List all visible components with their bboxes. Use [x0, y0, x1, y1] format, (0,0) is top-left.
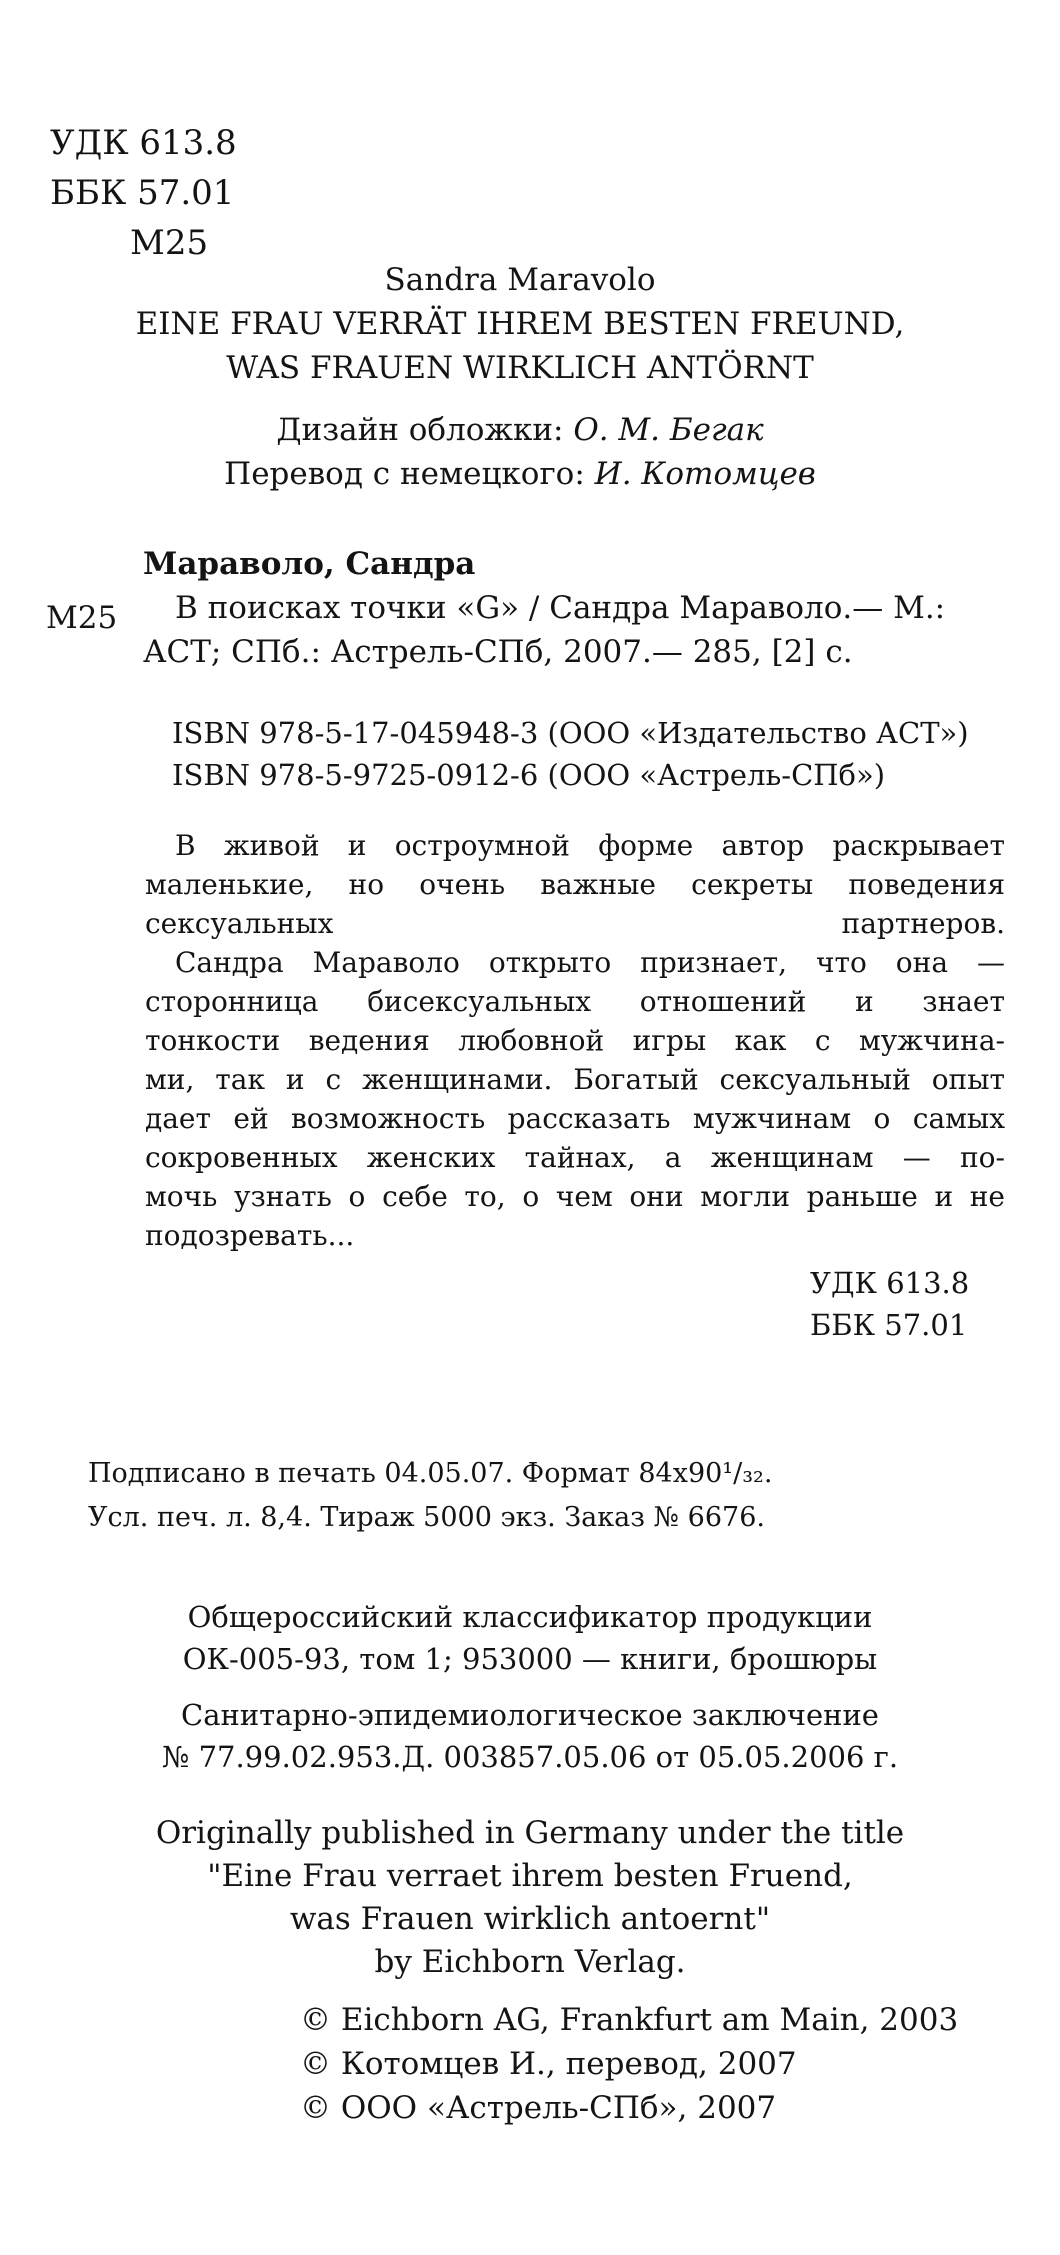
original-title-block	[60, 258, 980, 390]
sanitary-line1: Санитарно-эпидемиологическое заключение	[181, 1698, 879, 1732]
original-title-line1: EINE FRAU VERRÄT IHREM BESTEN FREUND,	[135, 306, 905, 342]
translation-label: Перевод с немецкого:	[224, 456, 585, 492]
annotation-line: маленькие, но очень важные секреты поведения	[145, 868, 1005, 901]
udk-code: УДК 613.8	[50, 123, 237, 163]
isbn-line: ISBN 978-5-9725-0912-6 (ООО «Астрель-СПб»)	[172, 758, 886, 792]
copyright-line: © Eichborn AG, Frankfurt am Main, 2003	[300, 2002, 959, 2038]
copyright-line: © ООО «Астрель-СПб», 2007	[300, 2090, 777, 2126]
udk-footer-code: УДК 613.8	[810, 1266, 970, 1300]
publication-note	[100, 1812, 960, 1984]
udk-header	[50, 118, 237, 268]
cover-design-credit	[80, 408, 960, 452]
classifier-line1: Общероссийский классификатор продукции	[187, 1600, 873, 1634]
publication-line1: Originally published in Germany under the title	[155, 1815, 905, 1851]
translation-name: И. Котомцев	[594, 456, 816, 492]
cover-design-label: Дизайн обложки:	[276, 412, 564, 448]
annotation-line: дает ей возможность рассказать мужчинам о самых	[145, 1102, 1005, 1135]
author-sign: M25	[130, 223, 209, 263]
classifier-line2: ОК-005-93, том 1; 953000 — книги, брошюры	[182, 1642, 878, 1676]
copyright-line: © Котомцев И., перевод, 2007	[300, 2046, 797, 2082]
annotation-line: Сандра Мараволо открыто признает, что она —	[175, 946, 1005, 979]
publication-line2: "Eine Frau verraet ihrem besten Fruend,	[207, 1858, 853, 1894]
annotation-line: В живой и остроумной форме автор раскрывает	[175, 829, 1005, 862]
cover-design-name: О. М. Бегак	[573, 412, 764, 448]
annotation-line: тонкости ведения любовной игры как с мужчина-	[145, 1024, 1005, 1057]
udk-footer	[810, 1262, 969, 1346]
annotation-line: ми, так и с женщинами. Богатый сексуальный опыт	[145, 1063, 1005, 1096]
annotation	[145, 826, 1005, 1255]
catalog-entry	[143, 586, 945, 674]
annotation-line: подозревать...	[145, 1219, 355, 1252]
annotation-line: сексуальных партнеров.	[145, 907, 1005, 940]
publication-line3: was Frauen wirklich antoernt"	[289, 1901, 771, 1937]
sanitary-line2: № 77.99.02.953.Д. 003857.05.06 от 05.05.2006 г.	[161, 1740, 899, 1774]
catalog-author-heading: Мараволо, Сандра	[143, 546, 476, 582]
publication-line4: by Eichborn Verlag.	[374, 1944, 686, 1980]
original-title-line2: WAS FRAUEN WIRKLICH ANTÖRNT	[226, 350, 814, 386]
bbk-code: ББК 57.01	[50, 173, 235, 213]
catalog-line1: В поисках точки «G» / Сандра Мараволо.— М.:	[175, 590, 946, 626]
translation-credit	[80, 452, 960, 496]
isbn-line: ISBN 978-5-17-045948-3 (ООО «Издательство АСТ»)	[172, 716, 969, 750]
annotation-line: мочь узнать о себе то, о чем они могли раньше и не	[145, 1180, 1005, 1213]
annotation-line: сторонница бисексуальных отношений и знает	[145, 985, 1005, 1018]
sanitary-block	[80, 1694, 980, 1778]
classifier-block	[80, 1596, 980, 1680]
annotation-line: сокровенных женских тайнах, а женщинам — по-	[145, 1141, 1005, 1174]
catalog-code: M25	[46, 600, 118, 636]
catalog-line2: АСТ; СПб.: Астрель-СПб, 2007.— 285, [2] с.	[143, 634, 853, 670]
copyright-block	[300, 1998, 958, 2130]
isbn-block	[172, 712, 969, 796]
credits-block	[80, 408, 960, 496]
print-info-line2: Усл. печ. л. 8,4. Тираж 5000 экз. Заказ № 6676.	[88, 1502, 765, 1533]
original-author: Sandra Maravolo	[384, 262, 656, 298]
bbk-footer-code: ББК 57.01	[810, 1308, 968, 1342]
print-info	[88, 1452, 772, 1540]
print-info-line1: Подписано в печать 04.05.07. Формат 84x90¹/₃₂.	[88, 1458, 773, 1489]
